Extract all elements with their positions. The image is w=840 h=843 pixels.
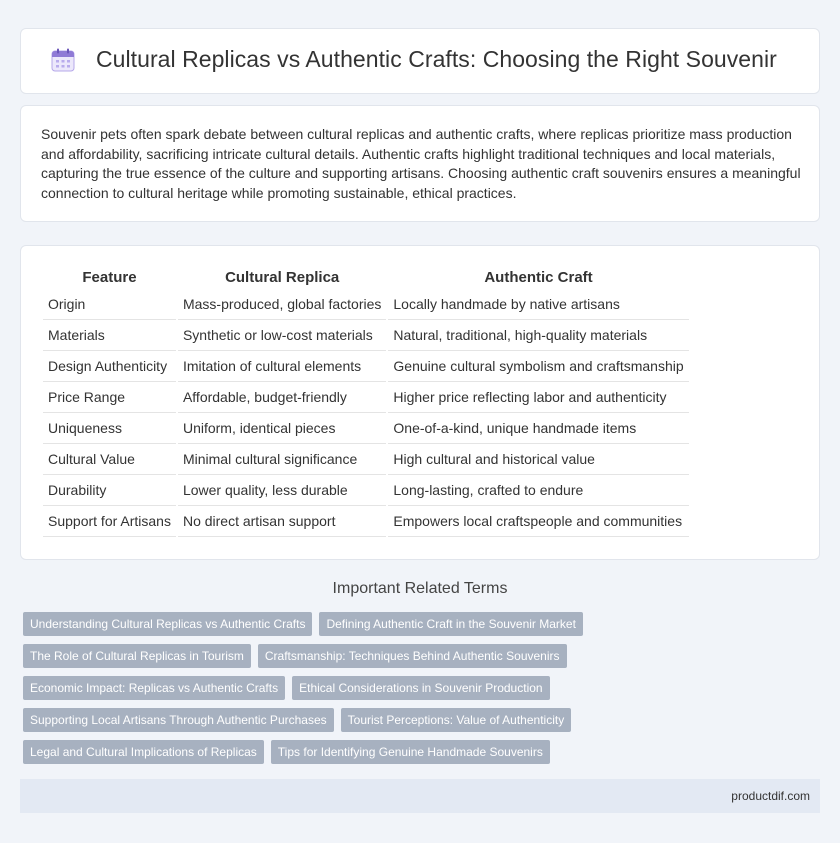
feature-cell: Support for Artisans [43, 506, 176, 537]
authentic-cell: One-of-a-kind, unique handmade items [388, 413, 688, 444]
replica-cell: Mass-produced, global factories [178, 289, 386, 320]
authentic-cell: Locally handmade by native artisans [388, 289, 688, 320]
intro-paragraph: Souvenir pets often spark debate between cultural replicas and authentic crafts, where replicas prioritize mass production and affordability, sacrificing intricate cultural details. Authentic crafts highlight traditional techniques and local materials, capturing the true essence of the culture and supporting artisans. Choosing authentic craft souvenirs ensures a meaningful connection to cultural heritage while promoting sustainable, ethical practices. [41, 126, 801, 201]
feature-cell: Materials [43, 320, 176, 351]
intro-card [20, 105, 820, 222]
replica-cell: Lower quality, less durable [178, 475, 386, 506]
authentic-cell: Long-lasting, crafted to endure [388, 475, 688, 506]
related-term-link[interactable]: Understanding Cultural Replicas vs Authentic Crafts [23, 612, 312, 636]
replica-cell: Uniform, identical pieces [178, 413, 386, 444]
table-row [43, 475, 689, 506]
related-terms-row [23, 612, 823, 636]
table-row [43, 351, 689, 382]
table-row [43, 444, 689, 475]
replica-cell: No direct artisan support [178, 506, 386, 537]
authentic-cell: Genuine cultural symbolism and craftsmanship [388, 351, 688, 382]
header-card [20, 28, 820, 94]
related-terms-row [23, 676, 823, 700]
replica-cell: Affordable, budget-friendly [178, 382, 386, 413]
table-header-row [43, 265, 689, 289]
related-term-link[interactable]: The Role of Cultural Replicas in Tourism [23, 644, 251, 668]
authentic-cell: Empowers local craftspeople and communities [388, 506, 688, 537]
related-term-link[interactable]: Legal and Cultural Implications of Replicas [23, 740, 264, 764]
feature-cell: Durability [43, 475, 176, 506]
authentic-cell: High cultural and historical value [388, 444, 688, 475]
table-row [43, 506, 689, 537]
related-term-link[interactable]: Economic Impact: Replicas vs Authentic Crafts [23, 676, 285, 700]
related-term-link[interactable]: Supporting Local Artisans Through Authentic Purchases [23, 708, 334, 732]
table-row [43, 289, 689, 320]
feature-cell: Uniqueness [43, 413, 176, 444]
replica-cell: Imitation of cultural elements [178, 351, 386, 382]
related-term-link[interactable]: Tourist Perceptions: Value of Authenticity [341, 708, 572, 732]
related-term-link[interactable]: Ethical Considerations in Souvenir Production [292, 676, 549, 700]
replica-cell: Minimal cultural significance [178, 444, 386, 475]
related-terms-row [23, 708, 823, 732]
related-terms-row [23, 644, 823, 668]
related-terms-row [23, 740, 823, 764]
column-header-replica: Cultural Replica [225, 269, 340, 286]
page-title: Cultural Replicas vs Authentic Crafts: Choosing the Right Souvenir [96, 46, 777, 72]
authentic-cell: Natural, traditional, high-quality materials [388, 320, 688, 351]
replica-cell: Synthetic or low-cost materials [178, 320, 386, 351]
comparison-card [20, 245, 820, 560]
table-row [43, 413, 689, 444]
feature-cell: Price Range [43, 382, 176, 413]
feature-cell: Origin [43, 289, 176, 320]
footer [20, 779, 820, 813]
table-row [43, 320, 689, 351]
related-term-link[interactable]: Defining Authentic Craft in the Souvenir Market [319, 612, 582, 636]
comparison-table [43, 265, 689, 537]
related-terms-list [23, 612, 823, 772]
related-terms-title: Important Related Terms [332, 580, 508, 597]
table-row [43, 382, 689, 413]
column-header-authentic: Authentic Craft [484, 269, 593, 286]
related-term-link[interactable]: Tips for Identifying Genuine Handmade Souvenirs [271, 740, 550, 764]
feature-cell: Design Authenticity [43, 351, 176, 382]
column-header-feature: Feature [82, 269, 137, 286]
calendar-icon [49, 46, 77, 74]
related-term-link[interactable]: Craftsmanship: Techniques Behind Authentic Souvenirs [258, 644, 567, 668]
footer-site: productdif.com [731, 789, 810, 803]
feature-cell: Cultural Value [43, 444, 176, 475]
authentic-cell: Higher price reflecting labor and authenticity [388, 382, 688, 413]
